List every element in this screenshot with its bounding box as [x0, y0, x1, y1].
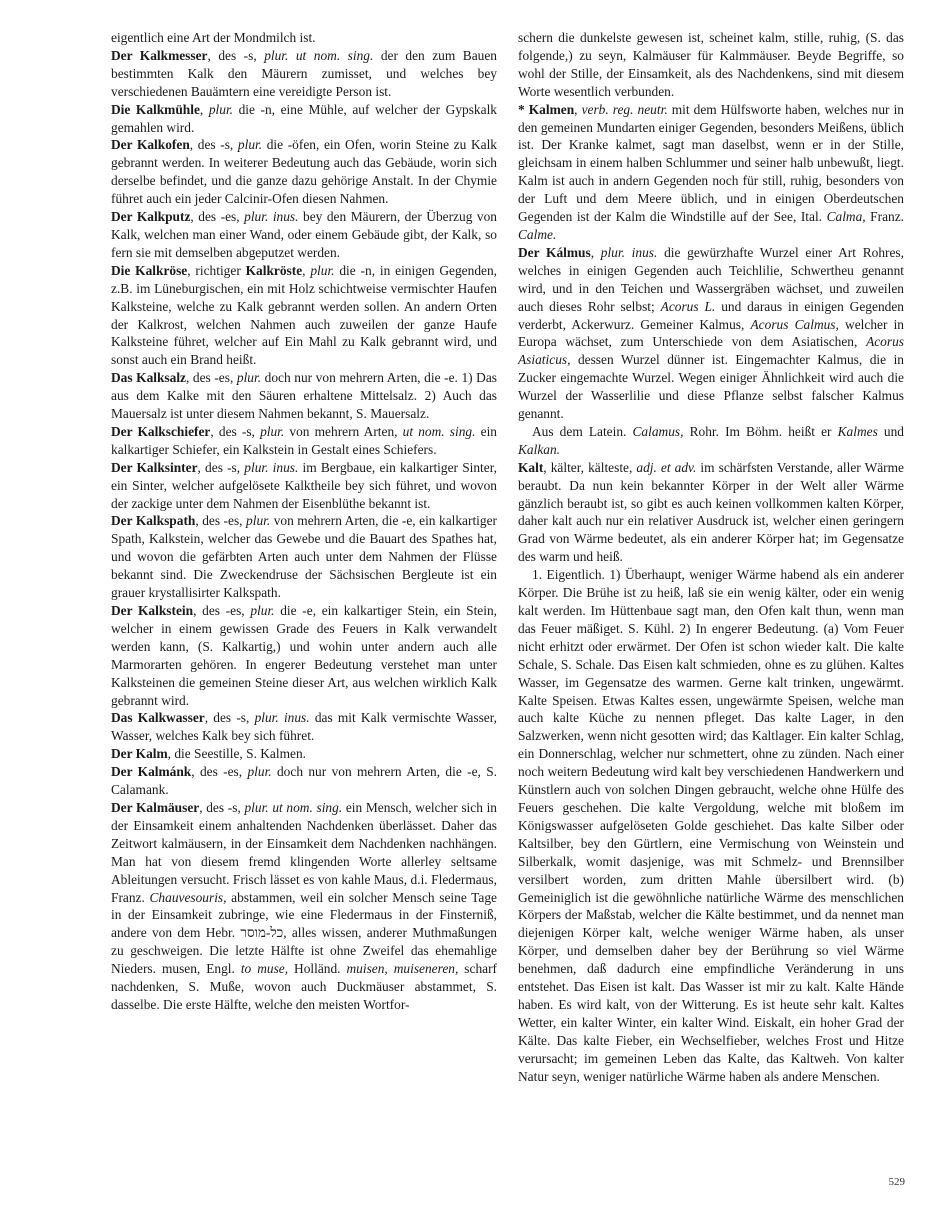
grammar-note: Calamus,	[632, 423, 684, 439]
grammar-note: plur. inus.	[254, 710, 310, 726]
headword: Kalt	[518, 459, 544, 475]
entry-text: von mehrern Arten, die -e, ein kalkartiger Spath, Kalkstein, welcher das Gewebe und die Bauart des Spathes hat, und wovon die gefärbten Arten auch unter dem Nahmen der Flüsse bekannt sind. Die Zweckendruse der Sächsischen Bergleute ist ein grauer krystallisirter Kalkspath.	[111, 513, 497, 601]
dictionary-entry	[111, 799, 497, 1014]
grammar-note: plur.	[236, 370, 262, 386]
dictionary-entry	[518, 566, 904, 1085]
entry-text: und daraus in einigen Gegenden verderbt, Ackerwurz. Gemeiner Kalmus,	[518, 298, 904, 332]
headword: Der Kalm	[111, 746, 168, 762]
entry-text: doch nur von mehrern Arten, die -e, S. Calamank.	[111, 764, 497, 798]
entry-text: , des -es,	[195, 513, 247, 529]
entry-text: , des -es,	[191, 764, 248, 780]
entry-text: ,	[590, 244, 601, 260]
dictionary-entry	[111, 262, 497, 369]
dictionary-entry	[518, 101, 904, 244]
entry-text: ,	[199, 101, 209, 117]
headword: Der Kalmäuser	[111, 799, 200, 815]
headword: Der Kalmánk	[111, 764, 192, 780]
entry-text: , kälter, kälteste,	[543, 459, 637, 475]
grammar-note: plur.	[237, 137, 263, 153]
dictionary-entry	[111, 369, 497, 423]
entry-text: 1. Eigentlich. 1) Überhaupt, weniger Wärme habend als ein anderer Körper. Die Brühe ist zu heiß, laß sie ein wenig kälter, oder ein wenig kalt werden. Im Hüttenbaue sagt man, den Ofen kalt thun, wenn man das Feuer mäßiget. S. Kühl. 2) In engerer Bedeutung. (a) Vom Feuer nicht erhitzt oder erwärmet. Der Ofen ist schon wieder kalt. Die kalte Schale, S. Schale. Das Eisen kalt schmieden, ohne es zu glühen. Kaltes Wasser, im Gegensatze des warmen. Gerne kalt trinken, ungewärmt. Kalte Speisen. Etwas Kaltes essen, ungewärmte Speisen, welche man auch kalte Küche zu nennen pfleget. Das kalte Lager, in den Salzwerken, wenn nicht gesotten wird; das Kaltlager. Ein kalter Schlag, ein Donnerschlag, welcher nur schmettert, ohne zu zünden. Nach einer noch weitern Bedeutung wird kalt bey verschiedenen Handwerkern und Künstlern auch von solchen Dingen gebraucht, welche ohne Hülfe des Feuers geschehen. Die kalte Vergoldung, welche mit bloßem im Königswasser aufgelöseten Golde geschiehet. Das kalte Silber oder Kaltsilber, bey den Gürtlern, eine Vermischung von Weinstein und Silberkalk, womit dasjenige, was mit Schmelz- und Brennsilber versilbert worden, zum dritten Mahle übersilbert wird. (b) Gemeiniglich ist die gewöhnliche natürliche Wärme des menschlichen Körpers der Maßstab, welcher die Kälte bestimmet, und da nennet man diejenigen Körper kalt, welche weniger Wärme haben, als unser Körper, und demselben daher bey der Berührung so viel Wärme benehmen, daß dadurch eine empfindliche Veränderung in uns entstehet. Das Eisen ist kalt. Das Wasser ist mir zu kalt. Kalte Hände haben. Es wird kalt, von der Witterung. Es ist heute sehr kalt. Kaltes Wetter, ein kalter Winter, ein kalter Wind. Eiskalt, ein hoher Grad der Kälte. Das kalte Fieber, ein Wechselfieber, welches Frost und Hitze verursacht; im gemeinen Leben das Kalte, das Kaltweh. Von kalter Natur seyn, weniger natürliche Wärme haben als andere Menschen.	[518, 567, 904, 1084]
dictionary-entry	[111, 136, 497, 208]
dictionary-entry	[111, 47, 497, 101]
entry-text: Rohr. Im Böhm. heißt er	[683, 423, 838, 439]
headword: Der Kalkofen	[111, 137, 190, 153]
headword: Der Kalkspath	[111, 513, 196, 529]
entry-text: , des -es,	[186, 370, 237, 386]
entry-text: ein Mensch, welcher sich in der Einsamkeit einem anhaltenden Nachdenken überlässet. Daher das Zeitwort kalmäusern, in der Einsamkeit dem Nachdenken nachhängen. Man hat von diesem fremd klingenden Worte allerley seltsame Ableitungen versucht. Frisch lässet es von kahle Maus, d.i. Fledermaus, Franz.	[111, 799, 498, 905]
grammar-note: Calma,	[826, 209, 866, 225]
entry-text: schern die dunkelste gewesen ist, scheinet kalm, stille, ruhig, (S. das folgende,) zu seyn, Kalmäuser für Kalmmäuser. Beyde Begriffe, so wohl der Stille, der Einsamkeit, als des Nachdenkens, sind mit diesem Worte wesentlich verbunden.	[518, 30, 904, 99]
grammar-note: Calme.	[518, 226, 557, 242]
entry-text: die gewürzhafte Wurzel einer Art Rohres, welches in einigen Gegenden auch Teichlilie, Schwertheu genannt wird, und in den Teichen und Wassergräben wächset, und zuweilen auch dieses Rohr selbst;	[518, 244, 904, 314]
headword: Kalkröste	[245, 262, 303, 278]
headword: Der Kalkmesser	[111, 47, 208, 63]
grammar-note: to muse,	[240, 961, 289, 977]
grammar-note: verb. reg. neutr.	[581, 101, 668, 117]
dictionary-entry	[111, 745, 497, 763]
headword: Der Kalkputz	[111, 209, 191, 225]
dictionary-entry	[111, 101, 497, 137]
entry-text: , des -s,	[189, 137, 238, 153]
entry-text: , des -es,	[190, 209, 245, 225]
entry-text: von mehrern Arten,	[284, 423, 403, 439]
entry-text: im schärfsten Verstande, aller Wärme beraubt. Da nun kein bekannter Körper in der Welt aller Wärme gänzlich beraubt ist, so gibt es auch keinen vollkommen kalten Körper, daher kalt auch nur ein relativer Ausdruck ist, welcher einen geringern Grad von Wärme bedeutet, als ein anderer Körper hat; im Gegensatze des warm und heiß.	[518, 459, 904, 565]
entry-text: und	[877, 423, 905, 439]
grammar-note: plur. inus.	[244, 209, 299, 225]
entry-text: die -e, ein kalkartiger Stein, ein Stein, welcher in einem gewissen Grade des Feuers in Kalk verwandelt werden kann, (S. Kalkartig,) und wohin unter andern auch alle Marmorarten gehören. In engerer Bedeutung verstehet man unter Kalksteinen die gemeinen Steine dieser Art, aus welchen wirklich Kalk gebrannt wird.	[111, 603, 497, 708]
dictionary-entry	[111, 709, 497, 745]
entry-text: doch nur von mehrern Arten, die -e. 1) Das aus dem Kalke mit den Säuren erhaltene Mittelsalz. 2) Auch das Mauersalz ist unter diesem Nahmen bekannt, S. Mauersalz.	[111, 370, 497, 422]
headword: Das Kalkwasser	[111, 710, 205, 726]
entry-text: der den zum Bauen bestimmten Kalk den Mäurern zumisset, und welches bey verschiedenen Bauämtern eine vereidigte Person ist.	[111, 47, 497, 99]
grammar-note: plur.	[247, 764, 272, 780]
entry-text: scharf nachdenken, S. Muße, wovon auch Duckmäuser abstammet, S. dasselbe. Die erste Hälfte, welche den meisten Wortfor-	[111, 961, 498, 1012]
entry-text: die -n, eine Mühle, auf welcher der Gypskalk gemahlen wird.	[111, 101, 497, 135]
dictionary-entry	[111, 602, 497, 709]
entry-text: ,	[302, 262, 311, 278]
dictionary-entry	[518, 29, 904, 101]
grammar-note: plur. ut nom. sing.	[264, 47, 374, 63]
entry-text: Aus dem Latein.	[532, 423, 633, 439]
entry-text: im Bergbaue, ein kalkartiger Sinter, ein Sinter, welcher aufgelösete Kalktheile bey sich führet, und wovon der zackige unter dem Nahmen der Eisenblüthe bekannt ist.	[111, 459, 497, 511]
left-column	[111, 29, 497, 1014]
entry-text: , des -s,	[204, 710, 255, 726]
entry-text: bey den Mäurern, der Überzug von Kalk, welchen man einer Wand, oder einem Gebäude gibt, der Kalk, so fern sie mit demselben abgeputzet werden.	[111, 209, 497, 260]
entry-text: Franz.	[865, 209, 904, 225]
entry-text: , des -s,	[199, 799, 245, 815]
entry-text: Holländ.	[288, 961, 347, 977]
entry-text: , des -s,	[197, 459, 245, 475]
grammar-note: Acorus Calmus,	[750, 316, 839, 332]
grammar-note: plur. inus.	[600, 244, 658, 260]
entry-text: mit dem Hülfsworte haben, welches nur in den gemeinen Mundarten einiger Gegenden, besonders Meißens, üblich ist. Der Kranke kalmet, sagt man daselbst, wenn er in der Stille, gleichsam in einem halben Schlummer und seiner halb unbewußt, liegt. Kalm ist auch in andern Gegenden noch für still, ruhig, besonders von der Luft und dem Meere üblich, und in einigen Oberdeutschen Gegenden ist der Kalm die Windstille auf der See, Ital.	[518, 101, 904, 225]
grammar-note: adj. et adv.	[636, 459, 697, 475]
headword: Das Kalksalz	[111, 370, 186, 386]
entry-text: abstammen, weil ein solcher Mensch seine Tage in der Einsamkeit zubringe, wie eine Fledermaus in der Finsterniß, andere von dem Hebr. כל-מוסר, alles wissen, anderer Muthmaßungen zu geschweigen. Die letzte Hälfte ist ohne Zweifel das ehemahlige Nieders. musen, Engl.	[111, 889, 497, 977]
entry-text: , des -es,	[193, 603, 251, 618]
dictionary-entry	[111, 423, 497, 459]
headword: Der Kálmus	[518, 244, 591, 260]
right-column	[518, 29, 904, 1085]
entry-text: , des -s,	[210, 423, 261, 439]
grammar-note: ut nom. sing.	[402, 423, 476, 439]
grammar-note: Kalmes	[837, 423, 878, 439]
headword: Die Kalkröse	[111, 262, 188, 278]
grammar-note: plur. inus.	[244, 459, 299, 475]
dictionary-entry	[111, 459, 497, 513]
grammar-note: plur.	[260, 423, 285, 439]
entry-text: , des -s,	[207, 47, 265, 63]
grammar-note: plur. ut nom. sing.	[244, 799, 343, 815]
grammar-note: Kalkan.	[518, 441, 561, 457]
headword: Der Kalksinter	[111, 459, 198, 475]
headword: Der Kalkschiefer	[111, 423, 211, 439]
headword: * Kalmen	[518, 101, 575, 117]
headword: Der Kalkstein	[111, 603, 194, 618]
grammar-note: muisen, muiseneren,	[346, 961, 459, 977]
entry-text: die -n, in einigen Gegenden, z.B. im Lüneburgischen, ein mit Holz schichtweise vermischter Haufen Kalksteine, welche zu Kalk gebrannt werden sollen. An andern Orten der Kalkrost, welchen Nahmen auch zuweilen der ganze Haufe Kalksteine führet, welcher auf Ein Mahl zu Kalk gebrannt wird, und sonst auch ein Brand heißt.	[111, 262, 498, 368]
entry-text: dessen Wurzel dünner ist. Eingemachter Kalmus, die in Zucker eingemachte Wurzel. Wegen einiger Ähnlichkeit wird auch die Wurzel der Wasserlilie und diese Pflanze selbst falscher Kalmus genannt.	[518, 352, 904, 422]
entry-text: , richtiger	[187, 262, 246, 278]
entry-text: eigentlich eine Art der Mondmilch ist.	[111, 30, 316, 45]
dictionary-entry	[111, 512, 497, 602]
entry-text: , die Seestille, S. Kalmen.	[167, 746, 307, 762]
dictionary-entry	[518, 459, 904, 566]
grammar-note: plur.	[310, 262, 335, 278]
dictionary-entry	[111, 29, 497, 47]
dictionary-entry	[518, 423, 904, 459]
dictionary-entry	[518, 244, 904, 423]
entry-text: das mit Kalk vermischte Wasser, Wasser, welches Kalk bey sich führet.	[111, 710, 498, 744]
headword: Die Kalkmühle	[111, 101, 200, 117]
dictionary-entry	[111, 763, 497, 799]
grammar-note: Acorus Asiaticus,	[518, 334, 904, 368]
grammar-note: plur.	[208, 101, 234, 117]
grammar-note: Chauvesouris,	[149, 889, 227, 905]
grammar-note: Acorus L.	[660, 298, 716, 314]
grammar-note: plur.	[250, 603, 275, 618]
entry-text: welcher in Europa wächset, zum Unterschiede von dem Asiatischen,	[518, 316, 904, 350]
entry-text: ein kalkartiger Schiefer, ein Kalkstein in Gestalt eines Schiefers.	[111, 423, 497, 457]
entry-text: die -öfen, ein Ofen, worin Steine zu Kalk gebrannt werden. In weiterer Bedeutung auch das Gebäude, worin sich derselbe befindet, und die ganze dazu gehörige Anstalt. In der Chymie führet auch ein jeder Calcinir-Ofen diesen Nahmen.	[111, 137, 497, 207]
grammar-note: plur.	[246, 513, 271, 529]
entry-text: ,	[574, 101, 582, 117]
dictionary-entry	[111, 208, 497, 262]
page-number: 529	[888, 1176, 905, 1188]
